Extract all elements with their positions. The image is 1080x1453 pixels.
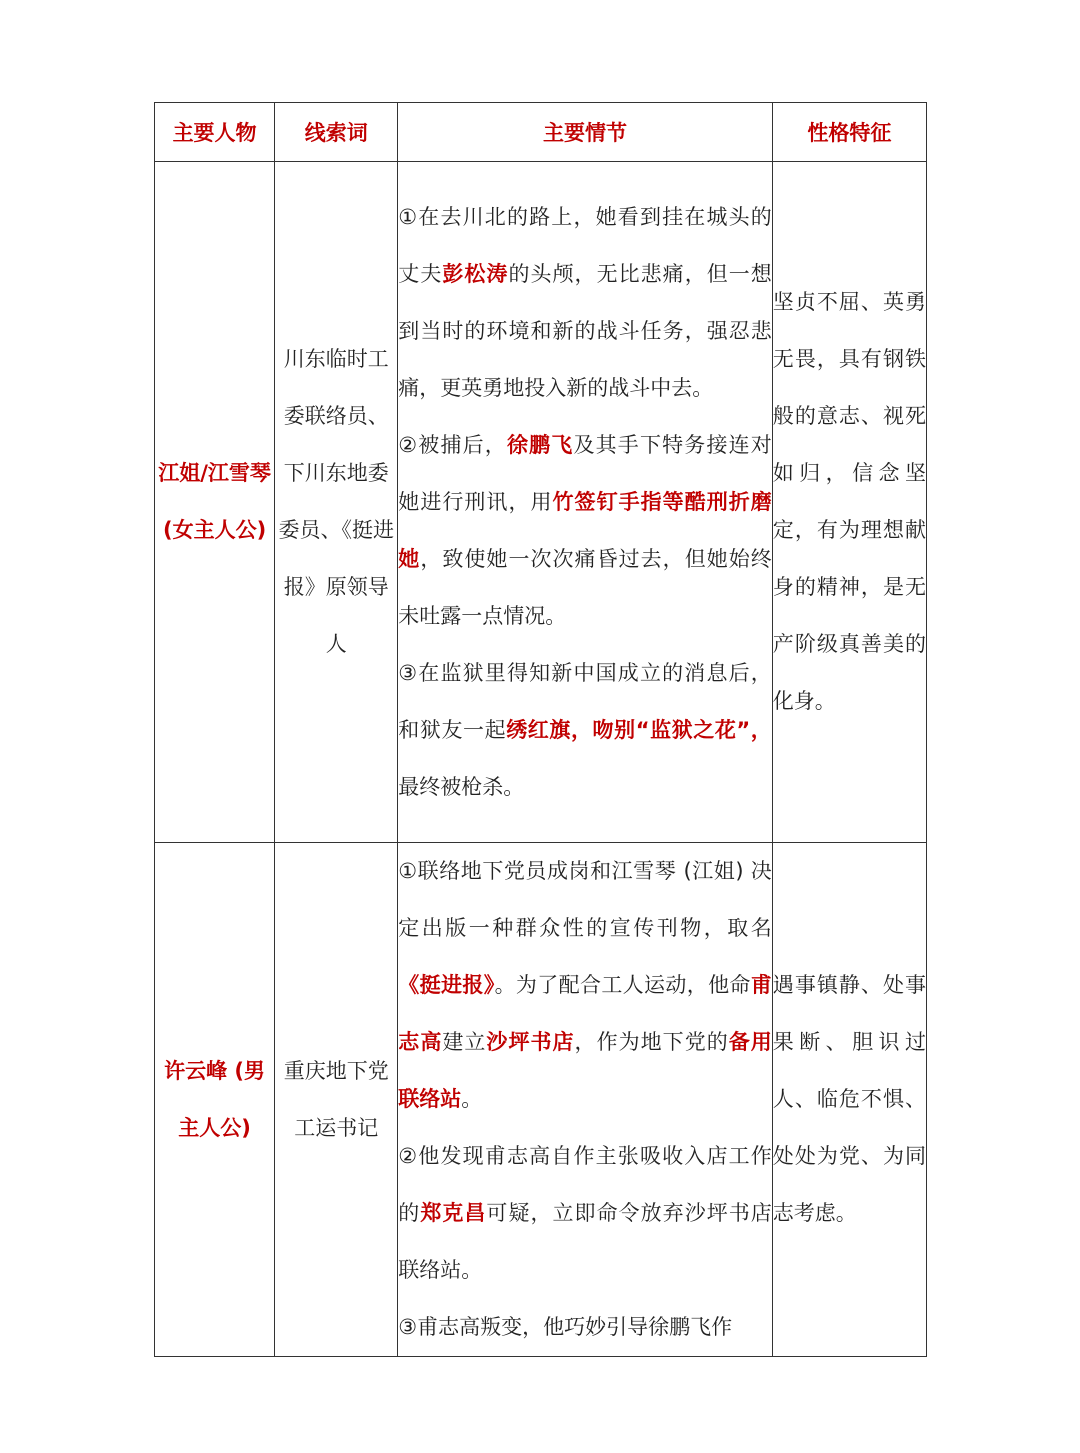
plot-text: 最终被枪杀。 <box>398 774 525 799</box>
character-clue: 重庆地下党工运书记 <box>275 843 398 1357</box>
plot-paragraph <box>398 189 771 417</box>
plot-highlight: 甫志高 <box>398 973 772 1054</box>
plot-text: ②他发现甫志高自作主张吸收入店工作的 <box>398 1144 772 1225</box>
plot-text: ②被捕后， <box>398 432 507 457</box>
character-plot <box>398 843 772 1357</box>
plot-highlight: 《挺进报》 <box>398 973 495 997</box>
plot-paragraph <box>398 843 771 1128</box>
plot-text: ，作为地下党的 <box>574 1030 729 1054</box>
plot-highlight: 郑克昌 <box>420 1201 487 1225</box>
character-name: 许云峰 (男主人公) <box>155 843 275 1357</box>
plot-text: ③甫志高叛变，他巧妙引导徐鹏飞作 <box>398 1315 733 1339</box>
plot-text: 。 <box>461 1087 483 1111</box>
plot-highlight: 绣红旗，吻别“监狱之花”， <box>506 717 772 742</box>
character-table <box>154 102 927 1357</box>
table-row <box>155 843 927 1357</box>
plot-highlight: 彭松涛 <box>442 261 509 286</box>
header-row <box>155 103 927 162</box>
plot-paragraph <box>398 417 771 645</box>
header-main-plot: 主要情节 <box>398 103 772 162</box>
plot-text: 可疑，立即命令放弃沙坪书店联络站。 <box>398 1201 772 1282</box>
plot-text: ①在去川北的路上，她看到挂在城头的丈夫 <box>398 204 772 286</box>
plot-paragraph <box>398 1128 771 1299</box>
plot-text: ，致使她一次次痛昏过去，但她始终未吐露一点情况。 <box>398 546 772 628</box>
header-main-character: 主要人物 <box>155 103 275 162</box>
character-trait: 遇事镇静、处事果断、胆识过人、临危不惧、处处为党、为同志考虑。 <box>772 843 926 1357</box>
character-trait: 坚贞不屈、英勇无畏，具有钢铁般的意志、视死如归，信念坚定，有为理想献身的精神，是无产阶级真善美的化身。 <box>772 162 926 843</box>
plot-paragraph <box>398 1299 771 1356</box>
plot-text: ①联络地下党员成岗和江雪琴 (江姐) 决定出版一种群众性的宣传刊物，取名 <box>398 859 772 940</box>
plot-text: 的头颅，无比悲痛，但一想到当时的环境和新的战斗任务，强忍悲痛，更英勇地投入新的战斗中去。 <box>398 261 772 400</box>
plot-text: 。为了配合工人运动，他命 <box>494 973 751 997</box>
character-name: 江姐/江雪琴 (女主人公) <box>155 162 275 843</box>
header-personality: 性格特征 <box>772 103 926 162</box>
character-plot <box>398 162 772 843</box>
plot-highlight: 沙坪书店 <box>486 1030 575 1054</box>
plot-text: ③在监狱里得知新中国成立的消息后，和狱友一起 <box>398 660 772 742</box>
plot-text: 建立 <box>442 1030 487 1054</box>
plot-highlight: 徐鹏飞 <box>506 432 574 457</box>
plot-paragraph <box>398 645 771 816</box>
table-row <box>155 162 927 843</box>
plot-highlight: 备用联络站 <box>398 1030 772 1111</box>
character-clue: 川东临时工委联络员、下川东地委委员、《挺进报》原领导人 <box>275 162 398 843</box>
plot-highlight: 竹签钉手指等酷刑折磨她 <box>398 489 772 571</box>
header-clue-words: 线索词 <box>275 103 398 162</box>
plot-text: 及其手下特务接连对她进行刑讯，用 <box>398 432 772 514</box>
